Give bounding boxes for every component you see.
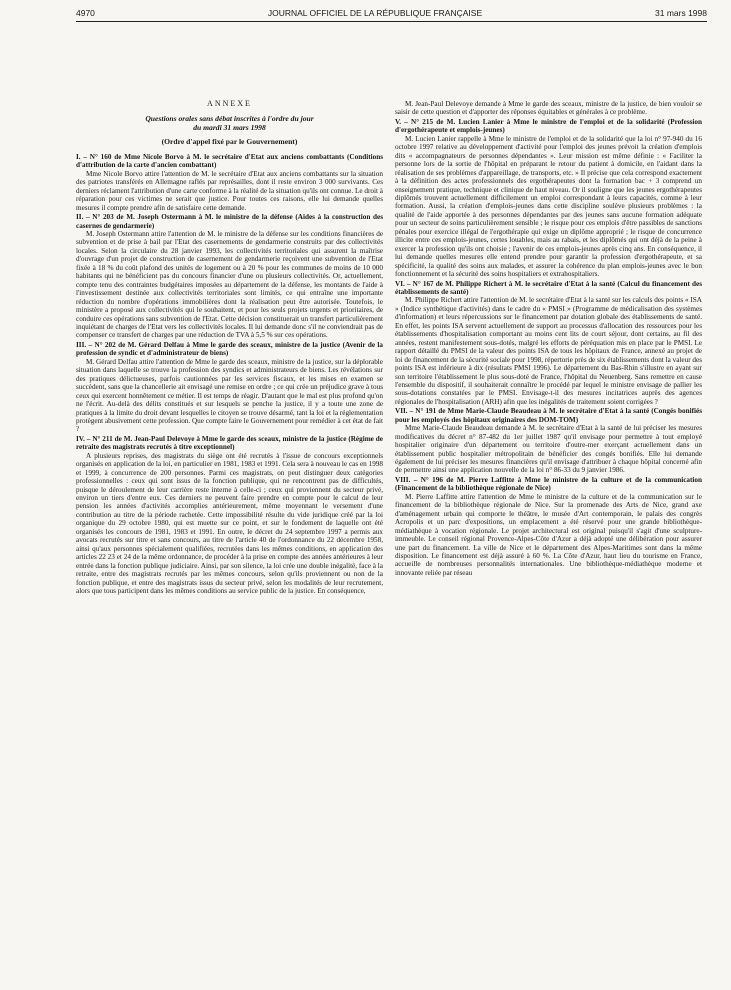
question-heading: VII. – N° 191 de Mme Marie-Claude Beaudeau à M. le secrétaire d'Etat à la santé (Congés bonifiés pour les employés des hôpitaux originaires des DOM-TOM)	[395, 407, 702, 424]
questions-subtitle: Questions orales sans débat inscrites à l'ordre du jour	[145, 114, 314, 124]
question-text: A plusieurs reprises, des magistrats du siège ont été recrutés à l'issue de concours exceptionnels organisés en application de la loi, en particulier en 1981, 1983 et 1991. Cela sera à nouveau le cas en 1998 et 1999, à concurrence de 200 personnes. Parmi ces magistrats, on peut distinguer deux catégories professionnelles : ceux qui sont issus de la fonction publique, qui ne rencontrent pas de difficultés, puisque le déroulement de leur carrière reste interne à celle-ci ; ceux qui proviennent du secteur privé, environ un tiers d'entre eux. Ces derniers ne peuvent faire prendre en compte pour le calcul de leur pension les années d'activités accomplies antérieurement, même moyennant le versement d'une contribution au titre de la période rachetée. Cette impossibilité résulte du vide juridique créé par la loi organique du 29 octobre 1980, qui est muette sur ce point, et sur le fondement de laquelle ont été organisés les concours de 1981, 1983 et 1991. En outre, le décret du 24 septembre 1997 a permis aux avocats recrutés sur titre et sans concours, au titre de l'article 40 de l'ordonnance du 22 décembre 1958, ainsi qu'aux personnes spécialement qualifiées, recrutées dans les mêmes conditions, en application des articles 22 23 et 24 de la même ordonnance, de procéder à la prise en compte des années antérieures à leur entrée dans la fonction publique judiciaire. Ainsi, par son silence, la loi crée une double inégalité, face à la retraite, entre des magistrats recrutés par les mêmes concours, selon qu'ils proviennent ou non de la fonction publique, et entre des magistrats issus du secteur privé, selon les modalités de leur recrutement, alors que tous participent dans les mêmes conditions au service public de la justice. En conséquence,	[76, 451, 383, 596]
order-of-call: (Ordre d'appel fixé par le Gouvernement)	[161, 137, 298, 147]
question-heading: I. – N° 160 de Mme Nicole Borvo à M. le secrétaire d'Etat aux anciens combattants (Conditions d'attribution de la carte d'ancien combattant)	[76, 152, 383, 170]
question-text: M. Lucien Lanier rappelle à Mme le ministre de l'emploi et de la solidarité que la loi n° 97-940 du 16 octobre 1997 relative au développement d'activité pour l'emploi des jeunes prévoit la création d'emplois dits « accompagnateurs de personnes dépendantes ». Leur mission est même définie : « Faciliter la personne lors de la sortie de l'hôpital en préparant le retour du patient à domicile, en l'aidant dans la réalisation de ses problèmes d'appareillage, de transports, etc. » Il précise que cela correspond exactement à la définition des actes professionnels des ergothérapeutes dont la formation bac + 3 comprend un enseignement pratique, technique et clinique de haut niveau. Or il souligne que les jeunes ergothérapeutes diplômés trouvent actuellement difficilement un emploi correspondant à leurs capacités, comme à leur formation. Aussi, la création d'emplois-jeunes dans cette discipline soulève plusieurs problèmes : la qualité de l'aide apportée à des personnes dépendantes par des jeunes sans aucune formation adéquate pour un secteur de soins particulièrement sensible ; le risque pour ces emplois d'être passibles de sanctions pénales pour exercice illégal de l'ergothérapie qui exige un diplôme approprié ; le risque de concurrence illicite entre ces emplois-jeunes, certes louables, mais au rabais, et les diplômés qui ont déjà de la peine à exercer la profession qu'ils ont choisie ; l'avenir de ces emplois-jeunes après cinq ans. En conséquence, il lui demande quelles mesures elle entend prendre pour garantir la profession d'ergothérapeute, et sa spécificité, la qualité des soins aux malades, et assurer la cohérence du plan emplois-jeunes avec le bon fonctionnement et la sécurité des soins hospitaliers et extrahospitaliers.	[395, 134, 702, 279]
right-column	[395, 100, 702, 972]
question-text: M. Philippe Richert attire l'attention de M. le secrétaire d'Etat à la santé sur les calculs des points « ISA » (Indice synthétique d'activités) dans le cadre du « PMSI » (Programme de médicalisation des systèmes d'information) et leurs répercussions sur le financement par dotation globale des établissements de santé. En effet, les points ISA servent actuellement de support au processus d'allocation des ressources pour les établissements d'hospitalisation comportant au moins cent lits de court séjour, dont certains, au fil des années, restent manifestement sous-dotés, malgré les efforts de péréquation mis en place par le PMSI. Le rapport détaillé du PMSI de la valeur des points ISA de tous les hôpitaux de France, annexé au projet de loi de financement de la sécurité sociale pour 1998, répertorie près de six établissements dont la valeur des points ISA est inférieure à dix (résultats PMSI 1996). Le département du Bas-Rhin s'illustre en ayant sur son territoire l'établissement le plus sous-doté de France, l'hôpital du Neuenberg. Sans remettre en cause l'ensemble du dispositif, il souhaiterait connaître le procédé par lequel le ministre envisage de pallier les sous-dotations constatées par le PMSI. Envisage-t-il des mesures incitatrices auprès des agences régionales de l'hospitalisation (ARH) afin que les inégalités de traitement soient corrigées ?	[395, 296, 702, 406]
question-heading: IV. – N° 211 de M. Jean-Paul Delevoye à Mme le garde des sceaux, ministre de la justice (Régime de retraite des magistrats recrutés à titre exceptionnel)	[76, 434, 383, 452]
text-columns	[76, 100, 707, 972]
header-rule	[76, 21, 707, 22]
annexe-title: ANNEXE	[207, 100, 252, 108]
issue-date: 31 mars 1998	[655, 8, 707, 18]
question-heading: VIII. – N° 196 de M. Pierre Laffitte à Mme le ministre de la culture et de la communication (Financement de la bibliothèque régionale de Nice)	[395, 475, 702, 493]
question-heading: V. – N° 215 de M. Lucien Lanier à Mme le ministre de l'emploi et de la solidarité (Profession d'ergothérapeute et emplois-jeunes)	[395, 117, 702, 135]
question-text: M. Jean-Paul Delevoye demande à Mme le garde des sceaux, ministre de la justice, de bien vouloir se saisir de cette question et d'apporter des réponses équitables et générales à ce problème.	[395, 100, 702, 117]
question-heading: III. – N° 202 de M. Gérard Delfau à Mme le garde des sceaux, ministre de la justice (Avenir de la profession de syndic et d'administrateur de biens)	[76, 340, 383, 358]
question-heading: VI. – N° 167 de M. Philippe Richert à M. le secrétaire d'Etat à la santé (Calcul du financement des établissements de santé)	[395, 279, 702, 296]
page-header	[76, 8, 707, 18]
question-text: M. Pierre Laffitte attire l'attention de Mme le ministre de la culture et de la communication sur le financement de la bibliothèque régionale de Nice. Sur la promenade des Arts de Nice, grand axe d'aménagement urbain qui comporte le théâtre, le musée d'Art contemporain, le palais des congrès Acropolis et un parc d'expositions, un emplacement a été réservé pour une grande bibliothèque-médiathèque à vocation régionale. Le projet architectural est original puisqu'il s'agit d'une sculpture-immeuble. Le conseil régional Provence-Alpes-Côte d'Azur a déjà adopté une délibération pour assurer une part du financement. La ville de Nice et le département des Alpes-Maritimes sont dans la même disposition. Le financement est déjà assuré à 60 %. La Côte d'Azur, haut lieu du tourisme en France, accueille de nombreuses personnalités internationales. Une bibliothèque-médiathèque moderne et innovante reliée par réseau	[395, 492, 702, 577]
question-text: Mme Nicole Borvo attire l'attention de M. le secrétaire d'Etat aux anciens combattants sur la situation des patriotes transférés en Allemagne raflés par représailles, dont il reste environ 3 000 survivants. Ces derniers réclament l'attribution d'une carte conforme à la réalité de la situation qu'ils ont connue. Le droit à réparation pour ces victimes ne serait que justice. Pour toutes ces raisons, elle lui demande quelles mesures il compte prendre afin de satisfaire cette demande.	[76, 169, 383, 212]
journal-title: JOURNAL OFFICIEL DE LA RÉPUBLIQUE FRANÇAISE	[267, 8, 483, 18]
page-number: 4970	[76, 8, 95, 18]
question-text: Mme Marie-Claude Beaudeau demande à M. le secrétaire d'Etat à la santé de lui préciser les mesures modificatives du décret n° 87-482 du 1er juillet 1987 qu'il envisage pour permettre à tout employé hospitalier originaire d'un département ou territoire d'outre-mer exerçant actuellement dans un établissement public hospitalier métropolitain de bénéficier des congés bonifiés. Elle lui demande également de lui préciser les mesures financières qu'il envisage d'attribuer à chaque hôpital concerné afin de permettre ainsi une application nouvelle de la loi n° 86-33 du 9 janvier 1986.	[395, 424, 702, 475]
question-text: M. Gérard Delfau attire l'attention de Mme le garde des sceaux, ministre de la justice, sur la déplorable situation dans laquelle se trouve la profession des syndics et administrateurs de biens. Les révélations sur des pratiques délictueuses, parfois cautionnées par les services fiscaux, et les mises en examen se succèdent, sans que la chancellerie ait envisagé une remise en ordre ; ce qui crée un préjudice grave à tous ceux qui exercent honnêtement ce métier. Il est temps de réagir. D'autant que le mal est plus profond qu'on ne l'écrit. Au-delà des délits constitués et sur lesquels se penche la justice, il y a toute une zone de pratiques à la limite du droit devant lesquelles le citoyen se trouve désarmé, tant la loi et la réglementation protègent abusivement cette profession. Que compte faire le Gouvernement pour remédier à cet état de fait ?	[76, 357, 383, 434]
questions-date: du mardi 31 mars 1998	[193, 123, 266, 133]
question-heading: II. – N° 203 de M. Joseph Ostermann à M. le ministre de la défense (Aides à la construction des casernes de gendarmerie)	[76, 213, 383, 230]
left-column	[76, 100, 383, 972]
question-text: M. Joseph Ostermann attire l'attention de M. le ministre de la défense sur les conditions financières de subvention et de prise à bail par l'Etat des casernements de gendarmerie construits par des collectivités locales. Selon la circulaire du 28 janvier 1993, les collectivités territoriales qui assurent la maîtrise d'ouvrage d'un projet de construction de casernement de gendarmerie reçoivent une subvention de l'Etat fixée à 18 % du coût plafond des unités de logement ou à 20 % pour les communes de moins de 10 000 habitants qui ne bénéficient pas du concours financier d'une ou plusieurs collectivités. Or, actuellement, compte tenu des contraintes budgétaires imposées au département de la défense, les montants de l'aide à l'investissement destinée aux collectivités territoriales sont limités, ce qui entraîne une importante réduction du nombre d'opérations immobilières dont la réalisation peut être autorisée. Toutefois, le ministère a proposé aux collectivités qui le souhaitent, et pour les seuls projets urgents et prioritaires, de conduire ces opérations sans subvention de l'Etat. Cette décision constituerait un transfert particulièrement inquiétant de charges de l'Etat vers les collectivités locales. Il lui demande donc s'il ne conviendrait pas de compenser ce transfert de charges par une réduction de TVA à 5,5 % sur ces opérations.	[76, 229, 383, 340]
